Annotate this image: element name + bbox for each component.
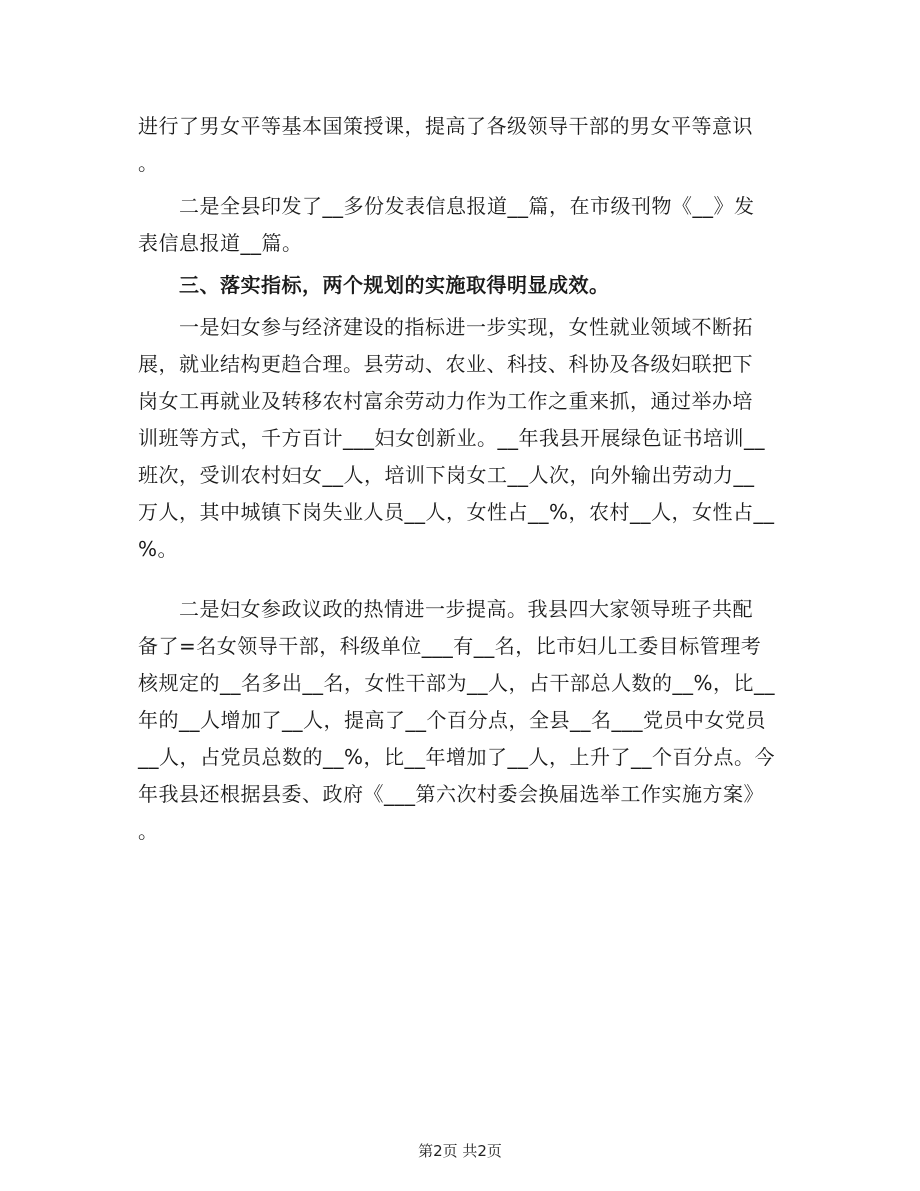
text-line: 万人，其中城镇下岗失业人员__人，女性占__%，农村__人，女性占__ (138, 500, 775, 524)
text-line: 展，就业结构更趋合理。县劳动、农业、科技、科协及各级妇联把下 (138, 352, 753, 376)
section-heading: 三、落实指标，两个规划的实施取得明显成效。 (138, 273, 610, 297)
text-line: 二是全县印发了__多份发表信息报道__篇，在市级刊物《__》发 (138, 194, 755, 218)
text-line: 备了=名女领导干部，科级单位___有__名，比市妇儿工委目标管理考 (138, 634, 762, 658)
text-line: 年我县还根据县委、政府《___第六次村委会换届选举工作实施方案》 (138, 782, 764, 806)
text-line: %。 (138, 537, 179, 561)
text-line: 年的__人增加了__人，提高了__个百分点，全县__名___党员中女党员 (138, 708, 766, 732)
text-line: 。 (138, 151, 159, 175)
page-number-footer: 第2页 共2页 (418, 1142, 502, 1160)
text-line: 班次，受训农村妇女__人，培训下岗女工__人次，向外输出劳动力__ (138, 463, 755, 487)
text-line: __人，占党员总数的__%，比__年增加了__人，上升了__个百分点。今 (138, 745, 776, 769)
text-line: 二是妇女参政议政的热情进一步提高。我县四大家领导班子共配 (138, 597, 753, 621)
text-line: 一是妇女参与经济建设的指标进一步实现，女性就业领域不断拓 (138, 315, 753, 339)
text-line: 表信息报道__篇。 (138, 231, 303, 255)
text-line: 进行了男女平等基本国策授课，提高了各级领导干部的男女平等意识 (138, 114, 753, 138)
text-line: 核规定的__名多出__名，女性干部为__人，占干部总人数的__%，比__ (138, 671, 776, 695)
text-line: 。 (138, 819, 159, 843)
text-line: 岗女工再就业及转移农村富余劳动力作为工作之重来抓，通过举办培 (138, 389, 753, 413)
text-line: 训班等方式，千方百计___妇女创新业。__年我县开展绿色证书培训__ (138, 426, 765, 450)
